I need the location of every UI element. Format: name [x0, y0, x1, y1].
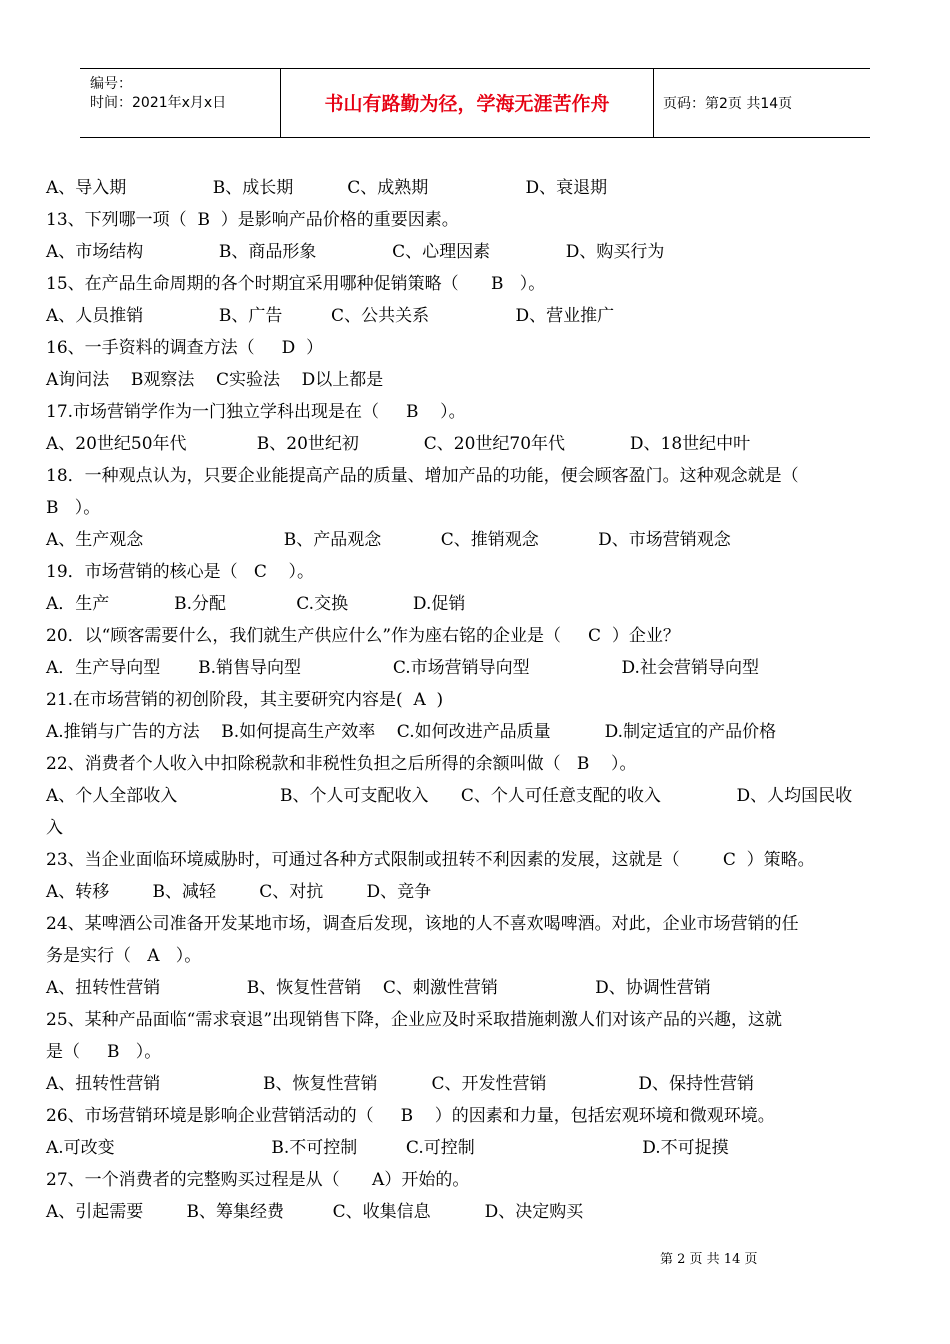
text-line: 18．一种观点认为，只要企业能提高产品的质量、增加产品的功能，便会顾客盈门。这种观念就是（: [46, 466, 799, 486]
text-line: A、市场结构 B、商品形象 C、心理因素 D、购买行为: [46, 242, 665, 262]
date-label: 时间：2021年x月x日: [90, 95, 227, 111]
number-label: 编号：: [90, 76, 132, 92]
text-line: 13、下列哪一项（ B ）是影响产品价格的重要因素。: [46, 210, 459, 230]
text-line: A、20世纪50年代 B、20世纪初 C、20世纪70年代 D、18世纪中叶: [46, 434, 751, 454]
text-line: A、引起需要 B、筹集经费 C、收集信息 D、决定购买: [46, 1202, 584, 1222]
text-line: A、个人全部收入 B、个人可支配收入 C、个人可任意支配的收入 D、人均国民收: [46, 786, 853, 806]
text-line: A．生产 B.分配 C.交换 D.促销: [46, 594, 466, 614]
text-line: 入: [46, 818, 63, 838]
text-line: 是（ B ）。: [46, 1042, 162, 1062]
text-line: 15、在产品生命周期的各个时期宜采用哪种促销策略（ B ）。: [46, 274, 546, 294]
motto: 书山有路勤为径，学海无涯苦作舟: [281, 69, 654, 137]
text-line: 20．以“顾客需要什么，我们就生产供应什么”作为座右铭的企业是（ C ）企业？: [46, 626, 680, 646]
text-line: 17.市场营销学作为一门独立学科出现是在（ B ）。: [46, 402, 466, 422]
text-line: A询问法 B观察法 C实验法 D以上都是: [46, 370, 384, 390]
text-line: A．生产导向型 B.销售导向型 C.市场营销导向型 D.社会营销导向型: [46, 658, 759, 678]
page-label: 页码：第2页 共14页: [663, 96, 793, 112]
text-line: A、转移 B、减轻 C、对抗 D、竞争: [46, 882, 432, 902]
text-line: A、扭转性营销 B、恢复性营销 C、刺激性营销 D、协调性营销: [46, 978, 711, 998]
text-line: A.可改变 B.不可控制 C.可控制 D.不可捉摸: [46, 1138, 729, 1158]
text-line: 务是实行（ A ）。: [46, 946, 202, 966]
text-line: 22、消费者个人收入中扣除税款和非税性负担之后所得的余额叫做（ B ）。: [46, 754, 637, 774]
text-line: 21.在市场营销的初创阶段，其主要研究内容是( A ): [46, 690, 444, 710]
header-meta: [80, 69, 281, 137]
text-line: A.推销与广告的方法 B.如何提高生产效率 C.如何改进产品质量 D.制定适宜的产品价格: [46, 722, 777, 742]
text-line: A、生产观念 B、产品观念 C、推销观念 D、市场营销观念: [46, 530, 731, 550]
text-line: 19．市场营销的核心是（ C ）。: [46, 562, 314, 582]
text-line: A、导入期 B、成长期 C、成熟期 D、衰退期: [46, 178, 608, 198]
text-line: 27、一个消费者的完整购买过程是从（ A）开始的。: [46, 1170, 470, 1190]
page-footer: 第 2 页 共 14 页: [660, 1252, 758, 1267]
text-line: 25、某种产品面临“需求衰退”出现销售下降，企业应及时采取措施刺激人们对该产品的兴趣，这就: [46, 1010, 783, 1030]
text-line: 24、某啤酒公司准备开发某地市场，调查后发现，该地的人不喜欢喝啤酒。对此，企业市场营销的任: [46, 914, 799, 934]
text-line: 23、当企业面临环境威胁时，可通过各种方式限制或扭转不利因素的发展，这就是（ C ）策略。: [46, 850, 815, 870]
text-line: B ）。: [46, 498, 101, 518]
text-line: A、扭转性营销 B、恢复性营销 C、开发性营销 D、保持性营销: [46, 1074, 754, 1094]
text-line: 26、市场营销环境是影响企业营销活动的（ B ）的因素和力量，包括宏观环境和微观环境。: [46, 1106, 775, 1126]
header-table: [80, 68, 870, 138]
text-line: A、人员推销 B、广告 C、公共关系 D、营业推广: [46, 306, 615, 326]
text-line: 16、一手资料的调查方法（ D ）: [46, 338, 324, 358]
